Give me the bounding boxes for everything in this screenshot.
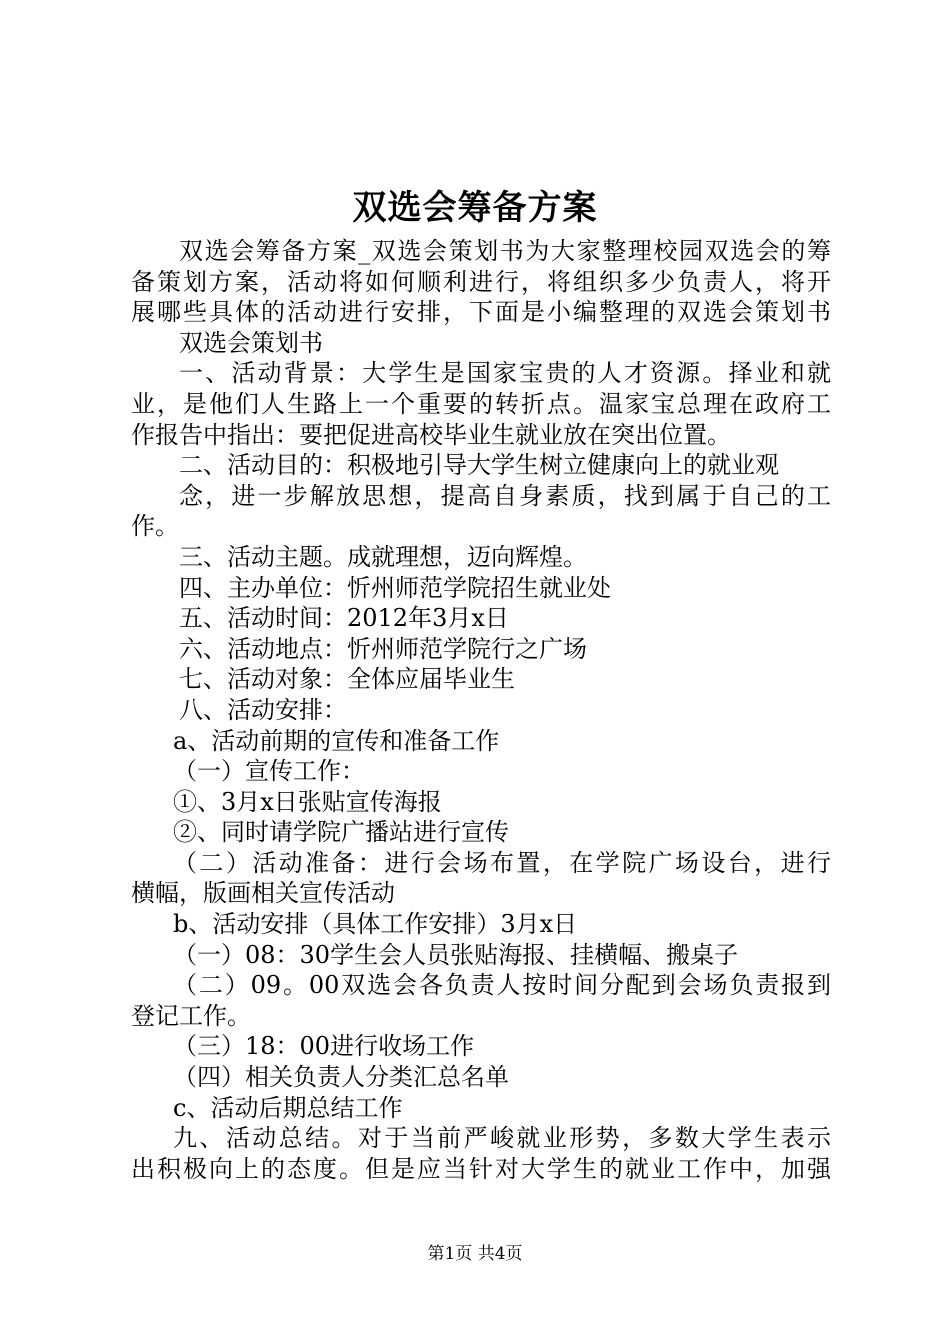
- paragraph-line: （一）宣传工作：: [173, 757, 365, 786]
- paragraph-line: 七、活动对象：全体应届毕业生: [179, 665, 515, 694]
- paragraph-line: 二、活动目的：积极地引导大学生树立健康向上的就业观: [179, 451, 779, 480]
- paragraph-line: 横幅，版画相关宣传活动: [131, 879, 395, 908]
- paragraph-line: 五、活动时间：2012年3月x日: [179, 604, 509, 633]
- paragraph-line: （三）18：00进行收场工作: [173, 1032, 475, 1061]
- paragraph-line: a、活动前期的宣传和准备工作: [173, 726, 500, 755]
- paragraph-line: c、活动后期总结工作: [173, 1093, 403, 1122]
- paragraph-line: 九、活动总结。对于当前严峻就业形势，多数大学生表示: [173, 1124, 831, 1153]
- paragraph-line: （四）相关负责人分类汇总名单: [173, 1063, 509, 1092]
- paragraph-line: b、活动安排（具体工作安排）3月x日: [173, 910, 578, 939]
- paragraph-line: 三、活动主题。成就理想，迈向辉煌。: [179, 542, 587, 571]
- paragraph-line: 双选会筹备方案_双选会策划书为大家整理校园双选会的筹: [179, 237, 831, 265]
- paragraph-line: 六、活动地点：忻州师范学院行之广场: [179, 634, 587, 663]
- paragraph-line: （二）09。00双选会各负责人按时间分配到会场负责报到: [173, 971, 831, 1000]
- paragraph-line: 出积极向上的态度。但是应当针对大学生的就业工作中，加强: [131, 1154, 831, 1183]
- page-footer: 第1页 共4页: [427, 1244, 523, 1264]
- document-body: [131, 236, 831, 1184]
- paragraph-line: （二）活动准备：进行会场布置，在学院广场设台，进行: [173, 848, 831, 877]
- paragraph-line: （一）08：30学生会人员张贴海报、挂横幅、搬桌子: [173, 940, 739, 969]
- paragraph-line: 作报告中指出：要把促进高校毕业生就业放在突出位置。: [131, 420, 731, 449]
- paragraph-line: 展哪些具体的活动进行安排，下面是小编整理的双选会策划书: [131, 298, 831, 327]
- paragraph-line: 一、活动背景：大学生是国家宝贵的人才资源。择业和就: [179, 359, 831, 388]
- paragraph-line: 业，是他们人生路上一个重要的转折点。温家宝总理在政府工: [131, 389, 831, 418]
- paragraph-line: 备策划方案，活动将如何顺利进行，将组织多少负责人，将开: [131, 267, 831, 296]
- document-title: 双选会筹备方案: [352, 188, 598, 228]
- paragraph-line: 双选会策划书: [179, 328, 323, 357]
- paragraph-line: ②、同时请学院广播站进行宣传: [173, 818, 509, 847]
- paragraph-line: 念，进一步解放思想，提高自身素质，找到属于自己的工: [179, 481, 831, 510]
- paragraph-line: 八、活动安排：: [179, 695, 347, 724]
- paragraph-line: 登记工作。: [131, 1001, 251, 1030]
- paragraph-line: ①、3月x日张贴宣传海报: [173, 787, 442, 816]
- paragraph-line: 四、主办单位：忻州师范学院招生就业处: [179, 573, 611, 602]
- paragraph-line: 作。: [131, 512, 179, 541]
